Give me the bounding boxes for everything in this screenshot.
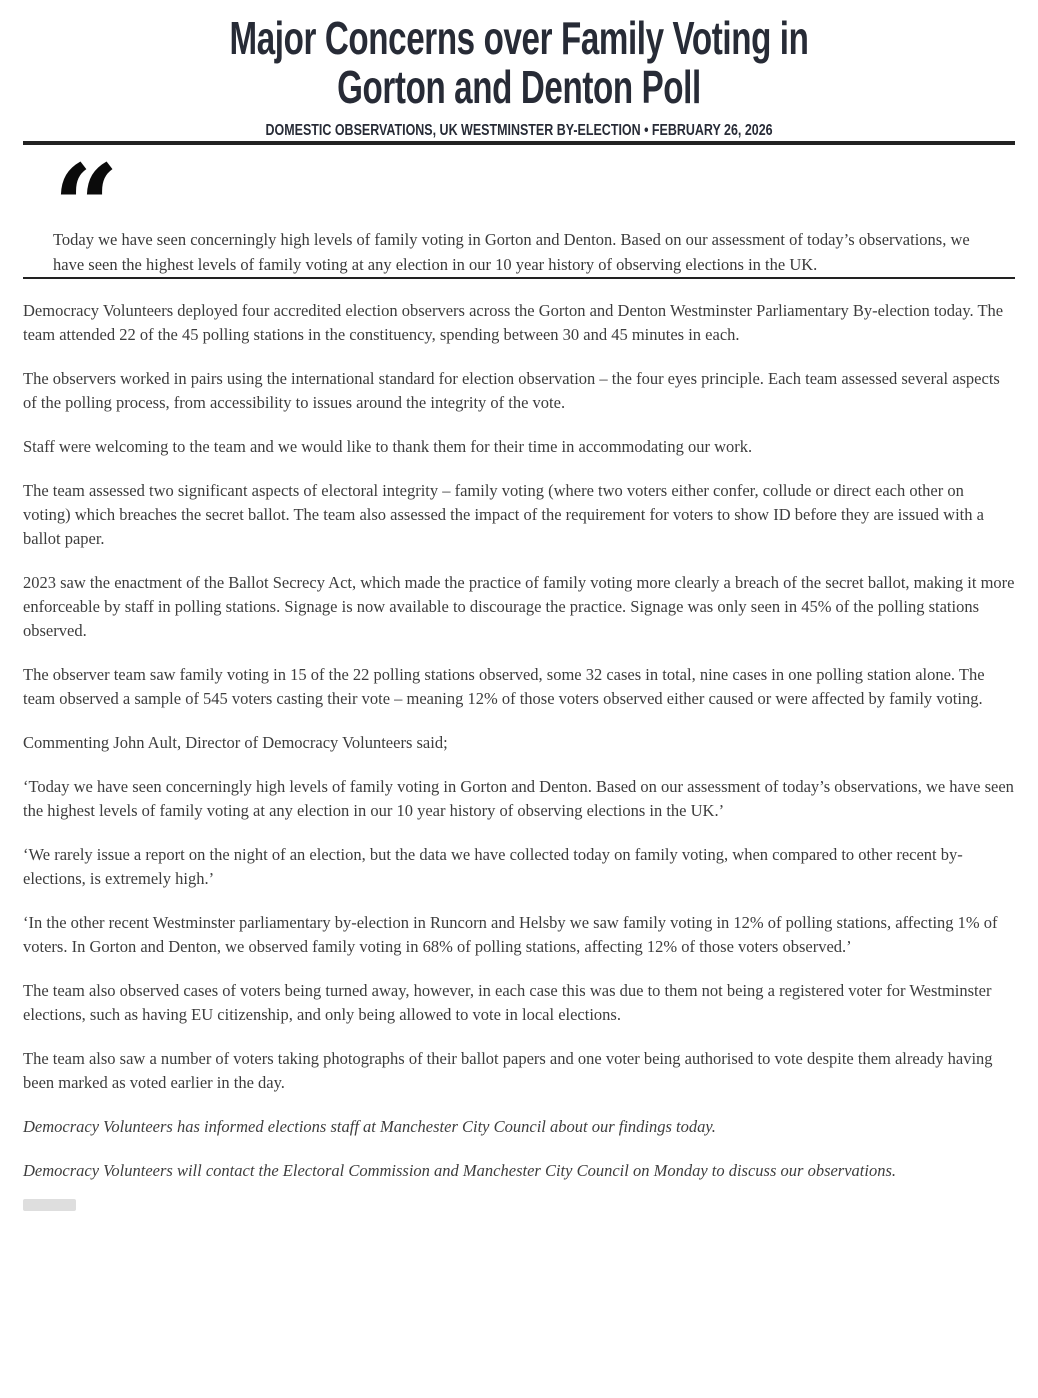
article-paragraph: Staff were welcoming to the team and we would like to thank them for their time in accommodating our work. <box>23 437 753 456</box>
article-paragraph: ‘We rarely issue a report on the night of an election, but the data we have collected today on family voting, when compared to other recent by-elections, is extremely high.’ <box>23 845 963 888</box>
article-paragraph: The observer team saw family voting in 15 of the 22 polling stations observed, some 32 cases in total, nine cases in one polling station alone. The team observed a sample of 545 voters casting their vote – meaning 12% of those voters observed either caused or were affected by family voting. <box>23 665 985 708</box>
quote-icon-glyph: “ <box>53 140 120 275</box>
article-meta-text: DOMESTIC OBSERVATIONS, UK WESTMINSTER BY-ELECTION • FEBRUARY 26, 2026 <box>265 122 773 139</box>
article-page <box>0 14 1038 1211</box>
divider-quote-top <box>23 143 1015 145</box>
partial-button[interactable] <box>23 1199 76 1211</box>
article-paragraph: The team assessed two significant aspects of electoral integrity – family voting (where two voters either confer, collude or direct each other on voting) which breaches the secret ballot. The team also assessed the impact of the requirement for voters to show ID before they are issued with a ballot paper. <box>23 481 984 548</box>
article-paragraph: Democracy Volunteers will contact the Electoral Commission and Manchester City Council on Monday to discuss our observations. <box>23 1161 897 1180</box>
article-paragraph: Democracy Volunteers has informed elections staff at Manchester City Council about our findings today. <box>23 1117 716 1136</box>
article-paragraph: Commenting John Ault, Director of Democracy Volunteers said; <box>23 733 448 752</box>
divider-quote-bottom <box>23 277 1015 279</box>
article-header <box>23 14 1015 141</box>
article-body <box>23 299 1015 1183</box>
article-paragraph: ‘Today we have seen concerningly high levels of family voting in Gorton and Denton. Based on our assessment of today’s observations, we have seen the highest levels of family voting at any election in our 10 year history of observing elections in the UK.’ <box>23 777 1014 820</box>
article-paragraph: 2023 saw the enactment of the Ballot Secrecy Act, which made the practice of family voting more clearly a breach of the secret ballot, making it more enforceable by staff in polling stations. Signage is now available to discourage the practice. Signage was only seen in 45% of the polling stations observed. <box>23 573 1015 640</box>
article-paragraph: ‘In the other recent Westminster parliamentary by-election in Runcorn and Helsby we saw family voting in 12% of polling stations, affecting 1% of voters. In Gorton and Denton, we observed family voting in 68% of polling stations, affecting 12% of those voters observed.’ <box>23 913 998 956</box>
article-paragraph: Democracy Volunteers deployed four accredited election observers across the Gorton and Denton Westminster Parliamentary By-election today. The team attended 22 of the 45 polling stations in the constituency, spending between 30 and 45 minutes in each. <box>23 301 1004 344</box>
page-title <box>23 14 1015 112</box>
page-title-line2: Gorton and Denton Poll <box>337 61 701 113</box>
article-paragraph: The team also observed cases of voters being turned away, however, in each case this was due to them not being a registered voter for Westminster elections, such as having EU citizenship, and only being allowed to vote in local elections. <box>23 981 992 1024</box>
article-paragraph: The team also saw a number of voters taking photographs of their ballot papers and one voter being authorised to vote despite them already having been marked as voted earlier in the day. <box>23 1049 993 1092</box>
article-meta <box>23 121 1015 141</box>
pull-quote <box>53 140 985 277</box>
article-paragraph: The observers worked in pairs using the international standard for election observation – the four eyes principle. Each team assessed several aspects of the polling process, from accessibility to issues around the integrity of the vote. <box>23 369 1000 412</box>
page-title-line1: Major Concerns over Family Voting in <box>229 12 809 64</box>
pull-quote-text: Today we have seen concerningly high levels of family voting in Gorton and Denton. Based on our assessment of today’s observations, we have seen the highest levels of family voting at any election in our 10 year history of observing elections in the UK. <box>53 230 970 274</box>
